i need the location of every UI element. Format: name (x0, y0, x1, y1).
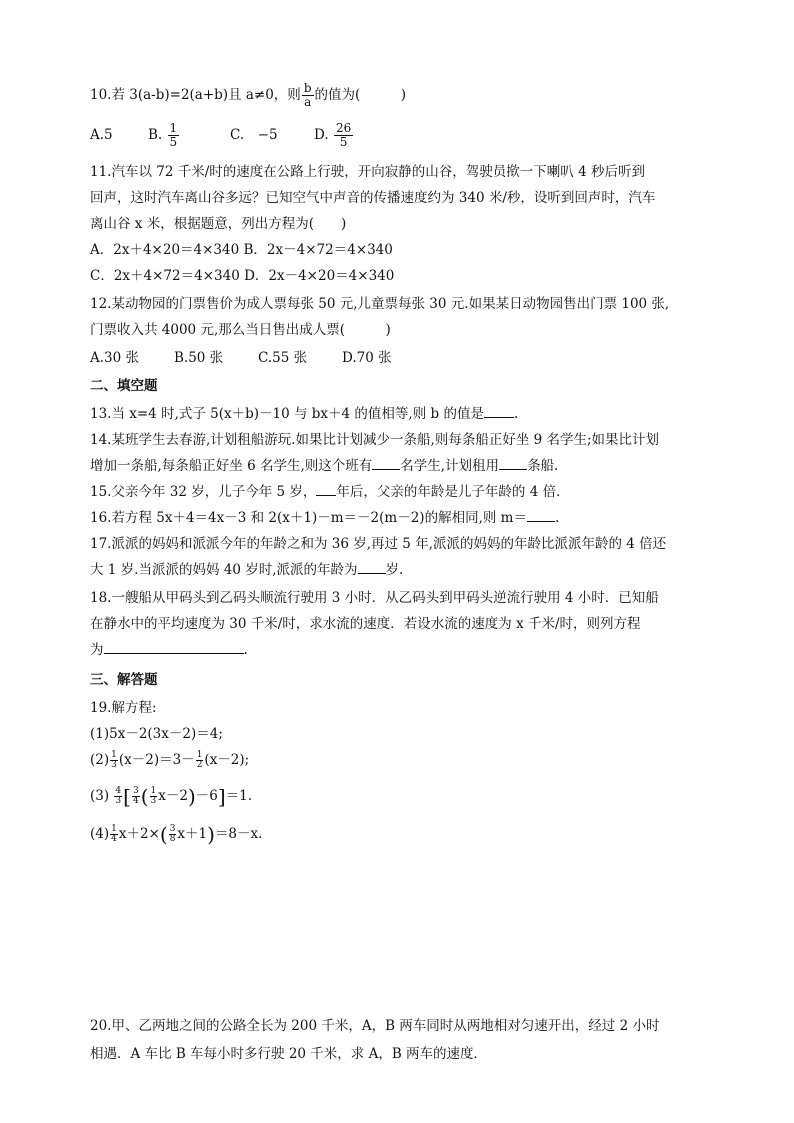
q12-option-b[interactable]: B.50 张 (174, 350, 224, 366)
q12-line2: 门票收入共 4000 元,那么当日售出成人票( ) (90, 322, 391, 338)
q10-fraction: $\frac{b}{a}$ (303, 81, 312, 109)
q10-options (90, 122, 354, 149)
q10-option-b[interactable]: B. $\frac{1}{5}$ (148, 121, 178, 149)
q11-line3: 离山谷 x 米，根据题意，列出方程为( ) (90, 216, 347, 232)
q11-options-ab[interactable]: A．2x＋4×20＝4×340 B．2x－4×72＝4×340 (90, 242, 393, 258)
section-heading-solve: 三、解答题 (90, 672, 158, 688)
q14-boats-blank[interactable] (499, 457, 527, 470)
q10-option-c[interactable]: C. −5 (230, 127, 278, 143)
q12-option-d[interactable]: D.70 张 (342, 350, 392, 366)
q19-title: 19.解方程: (90, 700, 157, 716)
q14-line1: 14.某班学生去春游,计划租船游玩.如果比计划减少一条船,则每条船正好坐 9 名学生;如果比计划 (90, 432, 660, 448)
q11-line1: 11.汽车以 72 千米/时的速度在公路上行驶，开向寂静的山谷，驾驶员揿一下喇叭 4 秒后听到 (90, 164, 645, 180)
q15-answer-blank[interactable] (316, 483, 336, 496)
q12-options (90, 348, 392, 368)
q10-option-d[interactable]: D. $\frac{26}{5}$ (314, 121, 352, 149)
q13: 13.当 x=4 时,式子 5(x＋b)－10 与 bx＋4 的值相等,则 b 的值是 . (90, 406, 519, 422)
q18-line3: 为 . (90, 642, 248, 658)
q16: 16.若方程 5x＋4＝4x－3 和 2(x＋1)－m＝－2(m－2)的解相同,则 m＝ . (90, 510, 560, 526)
q12-line1: 12.某动物园的门票售价为成人票每张 50 元,儿童票每张 30 元.如果某日动物园售出门票 100 张, (90, 296, 670, 312)
q11-line2: 回声，这时汽车离山谷多远？已知空气中声音的传播速度约为 340 米/秒，设听到回声时，汽车 (90, 190, 656, 206)
q16-answer-blank[interactable] (527, 509, 555, 522)
q13-answer-blank[interactable] (484, 405, 514, 418)
q18-line2: 在静水中的平均速度为 30 千米/时，求水流的速度．若设水流的速度为 x 千米/时，则列方程 (90, 616, 641, 632)
q14-students-blank[interactable] (372, 457, 400, 470)
q19-equation-3: (3) $\frac{4}{3}$ [ $\frac{3}{4}$ ( $\frac{1}{3}$ x－2)－6]＝1. (90, 784, 253, 809)
q17-line2: 大 1 岁.当派派的妈妈 40 岁时,派派的年龄为 岁. (90, 562, 404, 578)
q14-line2: 增加一条船,每条船正好坐 6 名学生,则这个班有 名学生,计划租用 条船. (90, 458, 559, 474)
q10-stem (90, 82, 406, 109)
q17-line1: 17.派派的妈妈和派派今年的年龄之和为 36 岁,再过 5 年,派派的妈妈的年龄比派派年龄的 4 倍还 (90, 536, 667, 552)
q20-line2: 相遇．A 车比 B 车每小时多行驶 20 千米，求 A，B 两车的速度． (90, 1046, 488, 1062)
q18-equation-blank[interactable] (104, 641, 244, 654)
q10-option-a[interactable]: A.5 (90, 127, 113, 143)
q19-equation-4: (4) $\frac{1}{4}$ x＋2×( $\frac{3}{8}$ x＋1)＝8－x. (90, 822, 263, 847)
q19-equation-2: (2) $\frac{1}{3}$ (x－2)＝3－ $\frac{1}{2}$ (x－2); (90, 750, 250, 770)
q15: 15.父亲今年 32 岁，儿子今年 5 岁， 年后，父亲的年龄是儿子年龄的 4 倍． (90, 484, 570, 500)
q12-option-c[interactable]: C.55 张 (258, 350, 308, 366)
q10-stem-text: 10.若 3(a-b)=2(a+b)且 a≠0，则 (90, 87, 301, 103)
q18-line1: 18.一艘船从甲码头到乙码头顺流行驶用 3 小时．从乙码头到甲码头逆流行驶用 4 小时．已知船 (90, 590, 659, 606)
q12-option-a[interactable]: A.30 张 (90, 350, 140, 366)
q17-answer-blank[interactable] (358, 561, 386, 574)
q19-equation-1: (1)5x－2(3x－2)＝4; (90, 726, 223, 742)
section-heading-fill-in: 二、填空题 (90, 378, 158, 394)
q20-line1: 20.甲、乙两地之间的公路全长为 200 千米，A，B 两车同时从两地相对匀速开出，经过 2 小时 (90, 1018, 660, 1034)
q10-stem-tail: 的值为( ) (314, 87, 407, 103)
q11-options-cd[interactable]: C．2x＋4×72＝4×340 D．2x－4×20＝4×340 (90, 268, 395, 284)
